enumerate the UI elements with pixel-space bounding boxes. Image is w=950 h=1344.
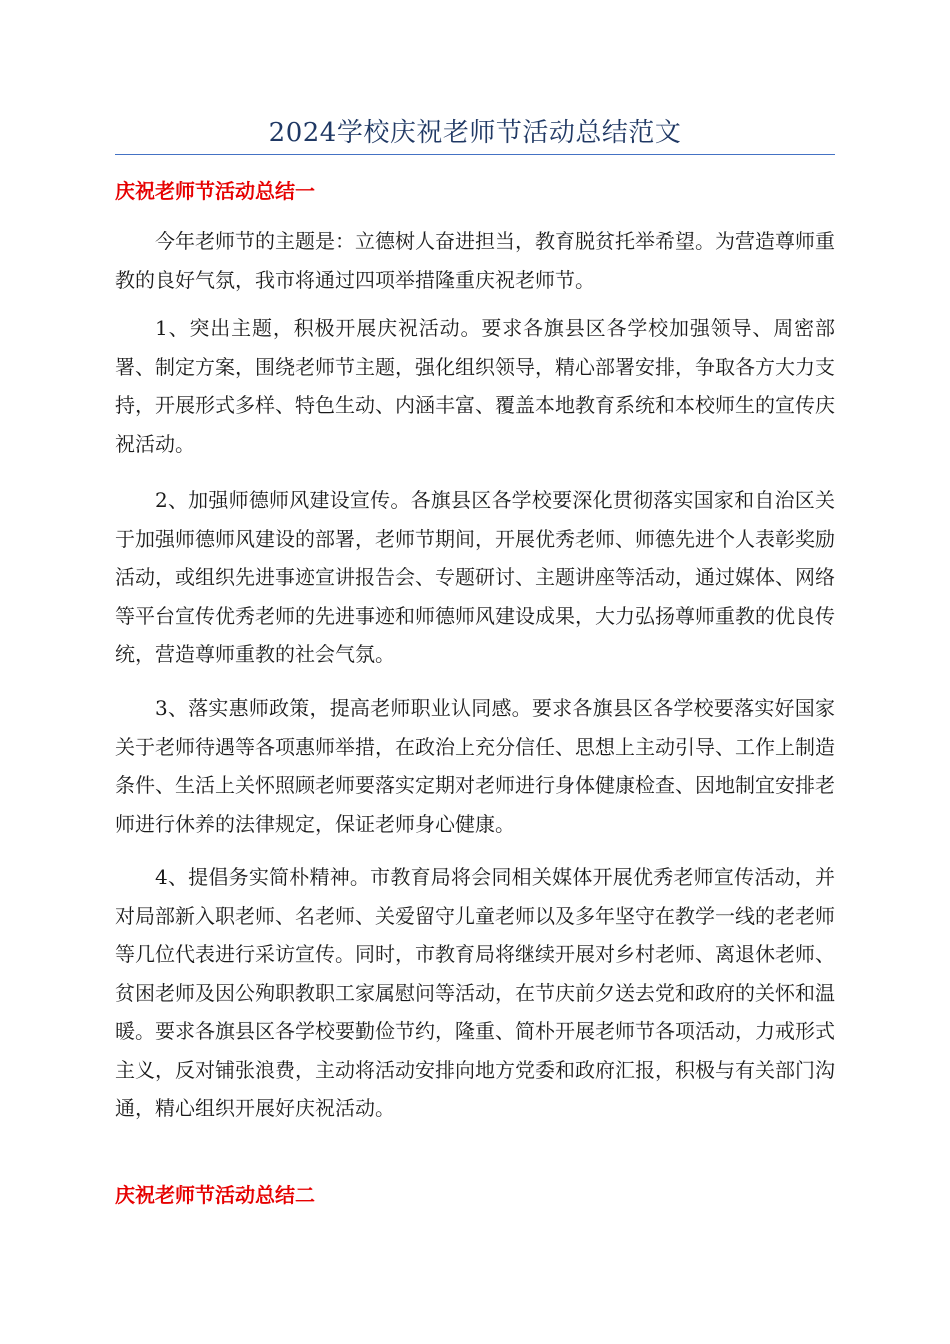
section-heading-1: 庆祝老师节活动总结一 [115, 179, 315, 203]
paragraph-item-4: 4、提倡务实简朴精神。市教育局将会同相关媒体开展优秀老师宣传活动，并对局部新入职老师、名老师、关爱留守儿童老师以及多年坚守在教学一线的老老师等几位代表进行采访宣传。同时，市教育局将继续开展对乡村老师、离退休老师、贫困老师及因公殉职教职工家属慰问等活动，在节庆前夕送去党和政府的关怀和温暖。要求各旗县区各学校要勤俭节约，隆重、简朴开展老师节各项活动，力戒形式主义，反对铺张浪费，主动将活动安排向地方党委和政府汇报，积极与有关部门沟通，精心组织开展好庆祝活动。 [115, 865, 835, 1120]
paragraph-intro: 今年老师节的主题是：立德树人奋进担当，教育脱贫托举希望。为营造尊师重教的良好气氛，我市将通过四项举措隆重庆祝老师节。 [115, 229, 835, 292]
paragraph-item-3: 3、落实惠师政策，提高老师职业认同感。要求各旗县区各学校要落实好国家关于老师待遇等各项惠师举措，在政治上充分信任、思想上主动引导、工作上制造条件、生活上关怀照顾老师要落实定期对老师进行身体健康检查、因地制宜安排老师进行休养的法律规定，保证老师身心健康。 [115, 696, 835, 836]
paragraph-item-2: 2、加强师德师风建设宣传。各旗县区各学校要深化贯彻落实国家和自治区关于加强师德师风建设的部署，老师节期间，开展优秀老师、师德先进个人表彰奖励活动，或组织先进事迹宣讲报告会、专题研讨、主题讲座等活动，通过媒体、网络等平台宣传优秀老师的先进事迹和师德师风建设成果，大力弘扬尊师重教的优良传统，营造尊师重教的社会气氛。 [115, 488, 835, 666]
section-heading-2: 庆祝老师节活动总结二 [115, 1183, 315, 1207]
paragraph-item-1: 1、突出主题，积极开展庆祝活动。要求各旗县区各学校加强领导、周密部署、制定方案，围绕老师节主题，强化组织领导，精心部署安排，争取各方大力支持，开展形式多样、特色生动、内涵丰富、覆盖本地教育系统和本校师生的宣传庆祝活动。 [115, 316, 835, 456]
document-title: 2024学校庆祝老师节活动总结范文 [268, 118, 682, 148]
title-underline [115, 154, 835, 155]
